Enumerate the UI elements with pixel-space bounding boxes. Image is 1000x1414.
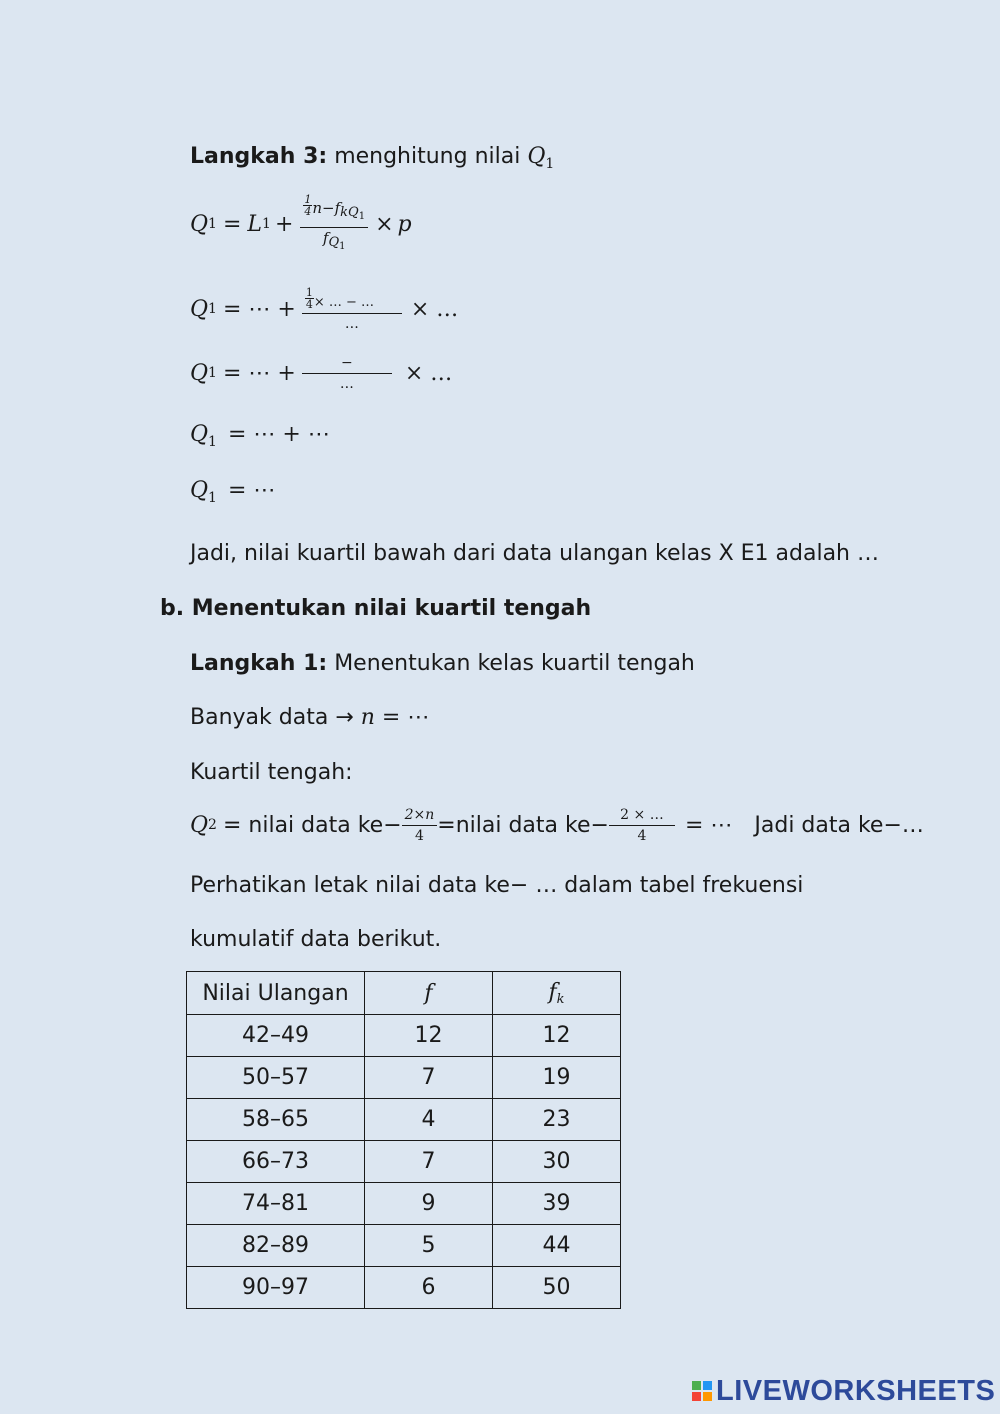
header-fk xyxy=(493,972,621,1015)
cell-f: 6 xyxy=(365,1267,493,1309)
formula-lhs-sub: 1 xyxy=(208,216,217,232)
line2-fraction: $\frac{1}{4}$ × … − … … xyxy=(302,287,402,332)
cell-f: 12 xyxy=(365,1015,493,1057)
step3-var: Q xyxy=(527,144,546,169)
liveworksheets-logo[interactable] xyxy=(692,1376,995,1406)
cell-fk: 23 xyxy=(493,1099,621,1141)
q2-frac2-den: 4 xyxy=(637,827,647,844)
formula-den: f xyxy=(322,228,329,247)
cell-nilai: 66–73 xyxy=(187,1141,365,1183)
formula-den-sub: Q xyxy=(328,234,340,250)
line3-frac-num: − xyxy=(302,355,392,374)
table-row xyxy=(187,1099,621,1141)
logo-text: LIVEWORKSHEETS xyxy=(716,1374,996,1407)
formula-L: L xyxy=(247,211,263,237)
formula-times: × xyxy=(375,211,394,237)
banyak-data-rhs: = ⋯ xyxy=(381,705,430,730)
cell-f: 5 xyxy=(365,1225,493,1267)
header-f xyxy=(365,972,493,1015)
q2-part3: = ⋯ xyxy=(684,812,733,838)
cell-nilai: 50–57 xyxy=(187,1057,365,1099)
formula-quarter-num: 1 xyxy=(304,192,312,206)
q2-frac2 xyxy=(609,807,675,844)
q1-line3: Q 1 = ⋯ + $\frac{-}{\dots}$ × … xyxy=(190,354,453,392)
q1-line2: Q 1 = ⋯ + $\frac{1}{4}$ × … − … … × … xyxy=(190,285,459,332)
line2-frac-num: × … − … xyxy=(313,294,375,310)
q2-line xyxy=(190,800,924,850)
line2-frac-den: … xyxy=(344,315,359,332)
cell-f: 4 xyxy=(365,1099,493,1141)
table-row xyxy=(187,1057,621,1099)
q1-line5: $Q_1$ = ⋯ xyxy=(190,478,276,506)
cell-nilai: 74–81 xyxy=(187,1183,365,1225)
line4-rhs: = ⋯ + ⋯ xyxy=(227,422,330,447)
cell-nilai: 90–97 xyxy=(187,1267,365,1309)
table-row xyxy=(187,1267,621,1309)
formula-eq: = xyxy=(222,211,242,237)
cell-nilai: 82–89 xyxy=(187,1225,365,1267)
q2-part1: = nilai data ke− xyxy=(222,812,402,838)
q1-line4: $Q_1$ = ⋯ + ⋯ xyxy=(190,422,330,450)
line3-rhs: = ⋯ + xyxy=(222,360,296,386)
step3-sub: 1 xyxy=(545,156,555,172)
formula-p: p xyxy=(397,211,412,237)
logo-grid-icon xyxy=(692,1381,712,1401)
cell-fk: 30 xyxy=(493,1141,621,1183)
line2-rhs: = ⋯ + xyxy=(222,296,296,322)
line3-fraction xyxy=(302,355,392,392)
cell-fk: 44 xyxy=(493,1225,621,1267)
table-row xyxy=(187,1183,621,1225)
q2-frac1-num: 2×n xyxy=(402,807,438,826)
formula-num-rest: n−f xyxy=(312,198,341,217)
line5-rhs: = ⋯ xyxy=(227,478,276,503)
table-header-row xyxy=(187,972,621,1015)
line3-tail: × … xyxy=(404,360,453,386)
table-row xyxy=(187,1225,621,1267)
q2-part2: =nilai data ke− xyxy=(437,812,609,838)
formula-lhs: Q xyxy=(190,211,209,237)
header-fk-text: f xyxy=(548,979,557,1005)
step3-label: Langkah 3: xyxy=(190,144,328,169)
cell-f: 7 xyxy=(365,1141,493,1183)
logo-square-icon xyxy=(703,1392,712,1401)
formula-quarter-den: 4 xyxy=(304,204,312,218)
q2-var: Q xyxy=(190,812,209,838)
formula-num-sub2: 1 xyxy=(358,210,366,222)
cell-f: 9 xyxy=(365,1183,493,1225)
formula-fraction xyxy=(300,194,368,255)
formula-plus: + xyxy=(274,211,294,237)
q2-frac2-num: 2 × … xyxy=(609,807,675,826)
step1-label: Langkah 1: xyxy=(190,651,328,676)
header-f-text: f xyxy=(424,980,433,1006)
step3-text: menghitung nilai xyxy=(334,144,521,169)
logo-square-icon xyxy=(692,1392,701,1401)
line3-frac-den: … xyxy=(339,375,354,392)
perhatikan-text: Perhatikan letak nilai data ke− … dalam tabel frekuensi xyxy=(190,873,804,898)
banyak-data xyxy=(190,705,429,730)
q1-formula xyxy=(190,192,412,256)
banyak-data-text: Banyak data → xyxy=(190,705,354,730)
formula-num-sub: kQ xyxy=(340,204,359,220)
formula-den-sub2: 1 xyxy=(339,240,346,252)
q2-part4: Jadi data ke−… xyxy=(754,812,924,838)
conclusion-text: Jadi, nilai kuartil bawah dari data ulangan kelas X E1 adalah … xyxy=(190,541,879,566)
kumulatif-text: kumulatif data berikut. xyxy=(190,927,442,952)
q2-frac1-den: 4 xyxy=(414,827,424,844)
formula-L-sub: 1 xyxy=(262,216,271,232)
header-fk-sub: k xyxy=(556,991,565,1007)
line2-tail: × … xyxy=(410,296,459,322)
cell-nilai: 42–49 xyxy=(187,1015,365,1057)
logo-square-icon xyxy=(692,1381,701,1390)
kuartil-tengah-label: Kuartil tengah: xyxy=(190,760,353,785)
step1-heading xyxy=(190,651,695,676)
cell-nilai: 58–65 xyxy=(187,1099,365,1141)
cell-fk: 39 xyxy=(493,1183,621,1225)
cell-fk: 50 xyxy=(493,1267,621,1309)
logo-square-icon xyxy=(703,1381,712,1390)
section-b-heading: b. Menentukan nilai kuartil tengah xyxy=(160,596,592,621)
frequency-table xyxy=(186,971,621,1309)
step3-heading xyxy=(190,144,554,172)
q2-sub: 2 xyxy=(208,817,217,833)
header-nilai-ulangan: Nilai Ulangan xyxy=(187,972,365,1015)
cell-fk: 19 xyxy=(493,1057,621,1099)
step1-text: Menentukan kelas kuartil tengah xyxy=(334,651,695,676)
table-row xyxy=(187,1015,621,1057)
table-row xyxy=(187,1141,621,1183)
banyak-data-var: n xyxy=(360,705,375,730)
cell-f: 7 xyxy=(365,1057,493,1099)
q2-frac1 xyxy=(402,807,438,844)
cell-fk: 12 xyxy=(493,1015,621,1057)
